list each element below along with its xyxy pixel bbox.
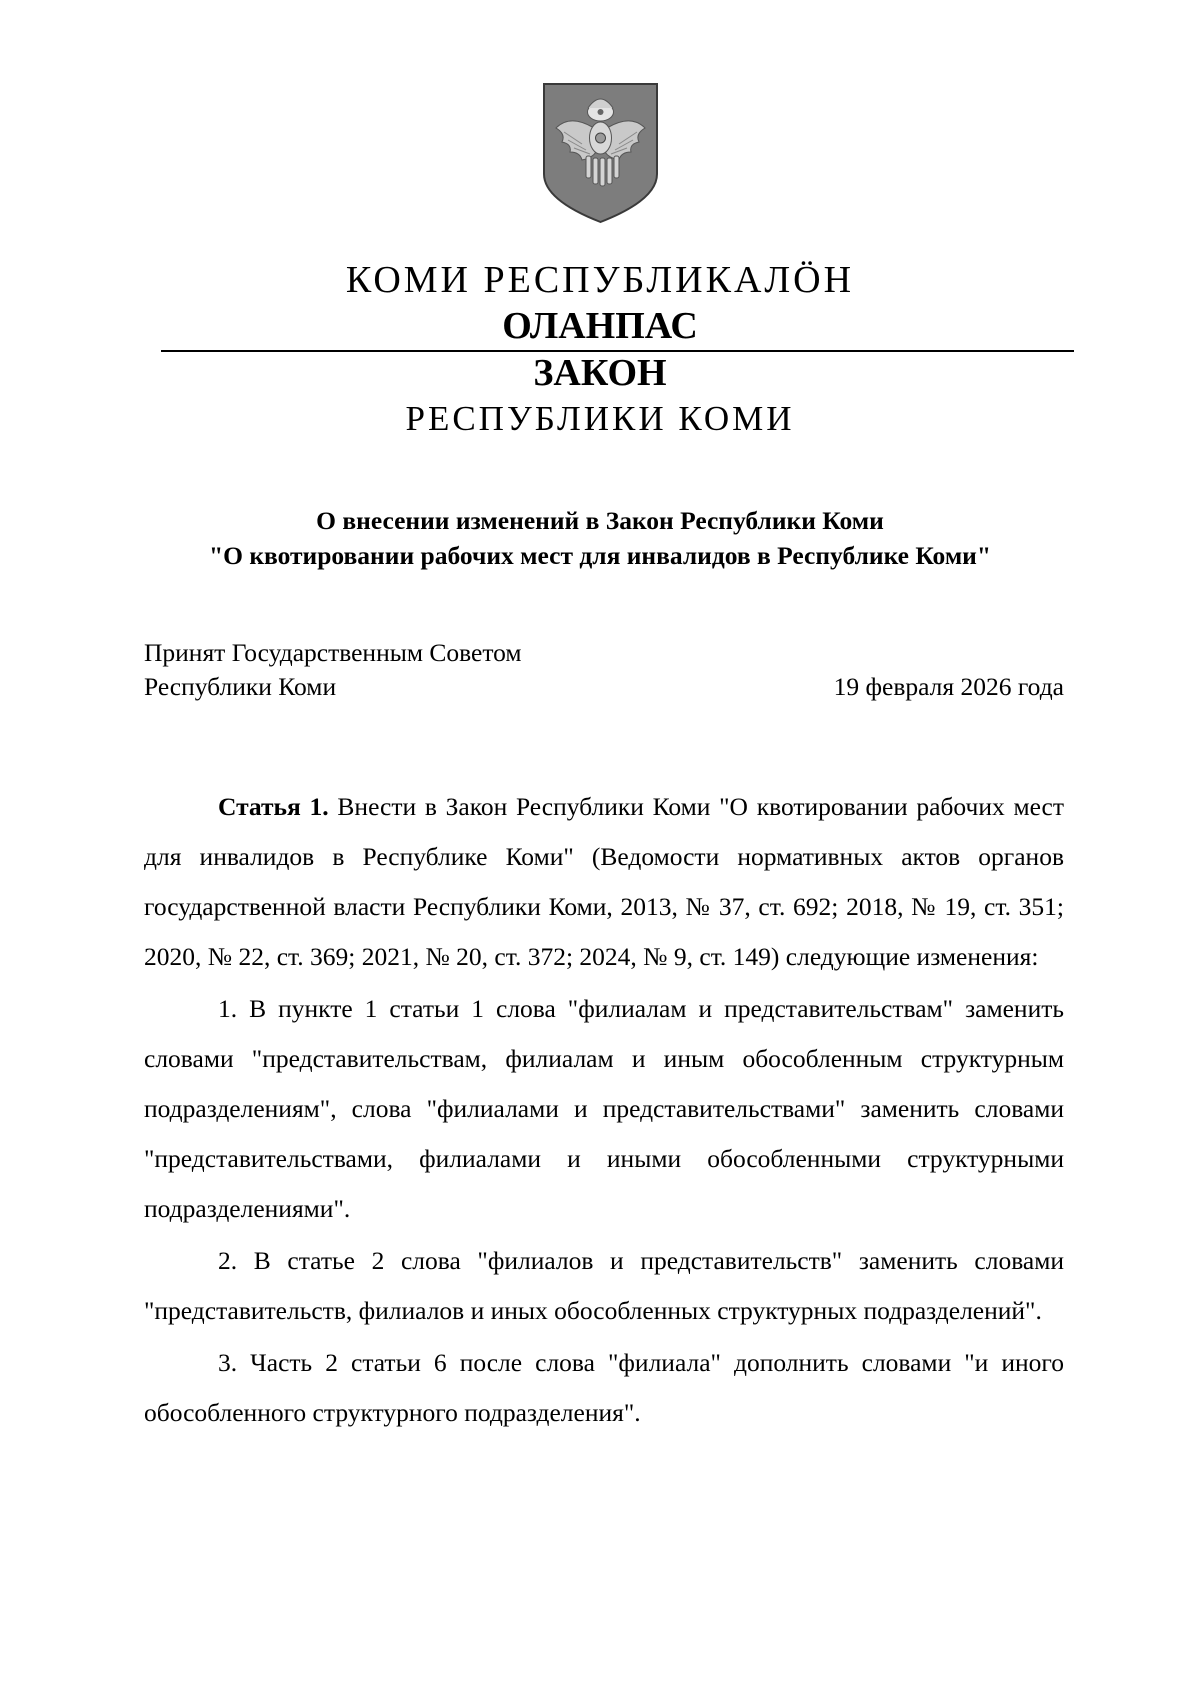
adoption-date: 19 февраля 2026 года xyxy=(833,672,1064,701)
article-1-item-1: 1. В пункте 1 статьи 1 слова "филиалам и представительствам" заменить словами "представительствам, филиалам и иным обособленным структурным подразделениям", слова "филиалами и представительствами" заменить словами "представительствами, филиалами и иными обособленными структурными подразделениями". xyxy=(144,994,1064,1223)
adoption-body-line-2: Республики Коми xyxy=(144,672,337,701)
law-title-line-1: О внесении изменений в Закон Республики Коми xyxy=(316,506,884,535)
article-1-text: Внести в Закон Республики Коми "О квотировании рабочих мест для инвалидов в Республике Коми" (Ведомости нормативных актов органов государственной власти Республики Коми, 2013, № 37, ст. 692; 2018, № 19, ст. 351; 2020, № 22, ст. 369; 2021, № 20, ст. 372; 2024, № 9, ст. 149) следующие изменения: xyxy=(144,792,1064,971)
article-1-item-2: 2. В статье 2 слова "филиалов и представительств" заменить словами "представительств, филиалов и иных обособленных структурных подразделений". xyxy=(144,1246,1064,1325)
coat-of-arms-komi-icon xyxy=(542,82,659,224)
law-title-line-2: "О квотировании рабочих мест для инвалидов в Республике Коми" xyxy=(208,541,992,570)
article-1-item-3: 3. Часть 2 статьи 6 после слова "филиала" дополнить словами "и иного обособленного структурного подразделения". xyxy=(144,1348,1064,1427)
header-law-komi: ОЛАНПАС xyxy=(502,305,698,347)
law-body xyxy=(144,782,1064,1438)
article-1-paragraph xyxy=(144,782,1064,982)
header-republic-ru: РЕСПУБЛИКИ КОМИ xyxy=(405,399,795,438)
header-law-ru: ЗАКОН xyxy=(533,352,667,394)
adoption-body-line-1: Принят Государственным Советом xyxy=(144,638,522,667)
header-komi-republic: КОМИ РЕСПУБЛИКАЛÖН xyxy=(345,259,855,301)
article-1-label: Статья 1. xyxy=(218,792,329,821)
